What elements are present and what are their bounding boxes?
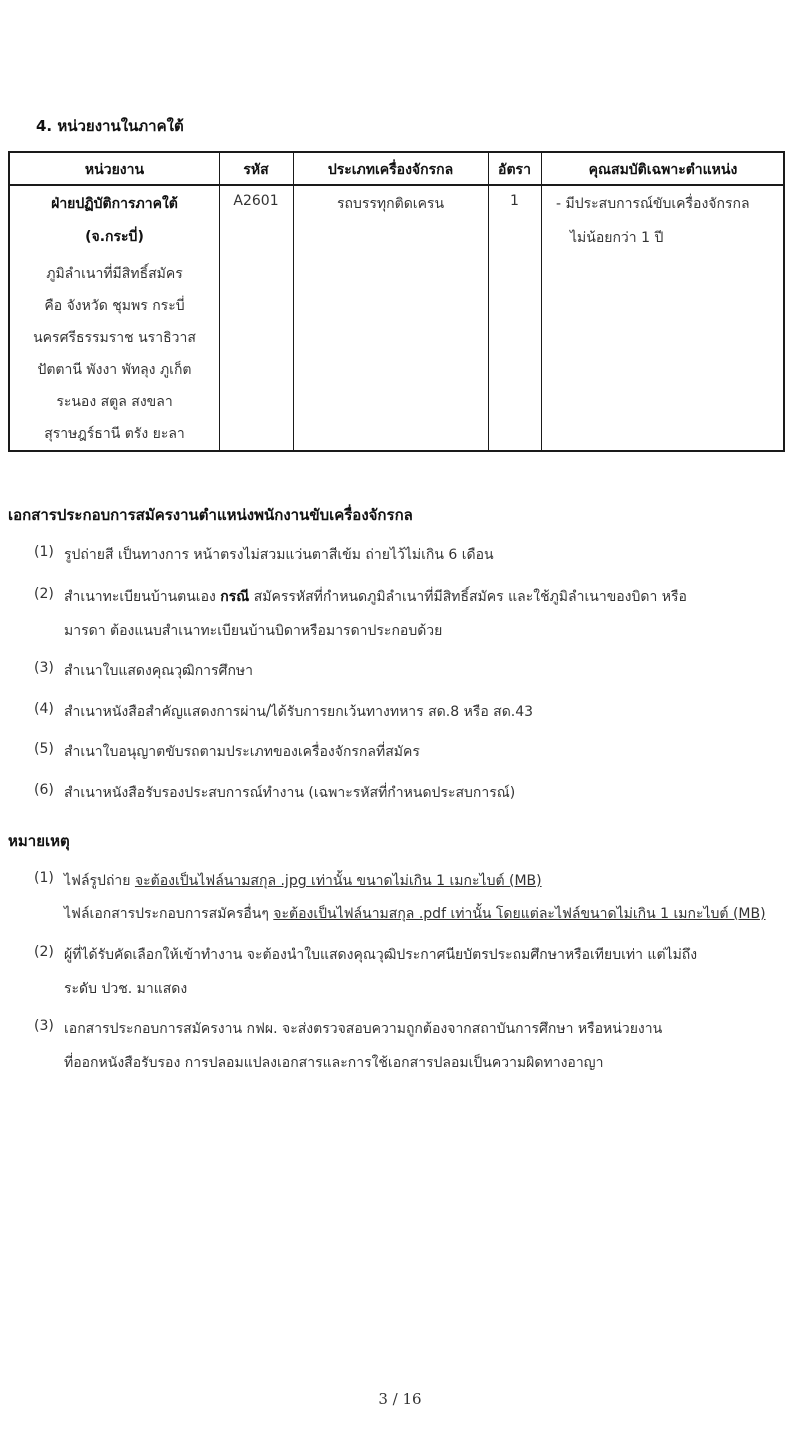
remark-item-3-cont: ที่ออกหนังสือรับรอง การปลอมแปลงเอกสารและการใช้เอกสารปลอมเป็นความผิดทางอาญา <box>64 1055 604 1071</box>
rate: 1 <box>510 193 519 209</box>
remark-item-2-cont: ระดับ ปวช. มาแสดง <box>64 981 188 997</box>
page-indicator: 3 / 16 <box>378 1390 422 1408</box>
header-rate: อัตรา <box>498 162 531 178</box>
header-divider <box>10 184 783 186</box>
positions-table <box>8 151 785 452</box>
remark-item-2: (2) ผู้ที่ได้รับคัดเลือกให้เข้าทำงาน จะต้องนำใบแสดงคุณวุฒิประกาศนียบัตรประถมศึกษาหรือเทียบเท่า แต่ไม่ถึง <box>34 944 698 963</box>
remarks-heading: หมายเหตุ <box>8 832 70 850</box>
document-item-5: (5) สำเนาใบอนุญาตขับรถตามประเภทของเครื่องจักรกลที่สมัคร <box>34 741 420 760</box>
table-row <box>10 193 219 450</box>
section-heading: 4. หน่วยงานในภาคใต้ <box>36 117 184 135</box>
document-item-1: (1) รูปถ่ายสี เป็นทางการ หน้าตรงไม่สวมแว่นตาสีเข้ม ถ่ายไว้ไม่เกิน 6 เดือน <box>34 544 494 563</box>
document-item-6: (6) สำเนาหนังสือรับรองประสบการณ์ทำงาน (เฉพาะรหัสที่กำหนดประสบการณ์) <box>34 782 516 801</box>
document-item-4: (4) สำเนาหนังสือสำคัญแสดงการผ่าน/ได้รับการยกเว้นทางทหาร สด.8 หรือ สด.43 <box>34 701 534 720</box>
emphasis-case: กรณี <box>220 589 250 605</box>
jpg-requirement: จะต้องเป็นไฟล์นามสกุล .jpg เท่านั้น ขนาดไม่เกิน 1 เมกะไบต์ (MB) <box>134 873 542 889</box>
remark-item-1-cont: ไฟล์เอกสารประกอบการสมัครอื่นๆ จะต้องเป็นไฟล์นามสกุล .pdf เท่านั้น โดยแต่ละไฟล์ขนาดไม่เกิน 1 เมกะไบต์ (MB) <box>64 906 766 922</box>
document-item-2-cont: มารดา ต้องแนบสำเนาทะเบียนบ้านบิดาหรือมารดาประกอบด้วย <box>64 623 443 639</box>
remark-item-3: (3) เอกสารประกอบการสมัครงาน กฟผ. จะส่งตรวจสอบความถูกต้องจากสถาบันการศึกษา หรือหน่วยงาน <box>34 1018 663 1037</box>
unit-name: ฝ่ายปฏิบัติการภาคใต้ <box>51 196 178 212</box>
document-item-3: (3) สำเนาใบแสดงคุณวุฒิการศึกษา <box>34 660 254 679</box>
machine-type: รถบรรทุกติดเครน <box>336 196 445 212</box>
header-unit: หน่วยงาน <box>84 162 145 178</box>
header-code: รหัส <box>243 162 269 178</box>
header-machine-type: ประเภทเครื่องจักรกล <box>327 162 454 178</box>
document-item-2: (2) สำเนาทะเบียนบ้านตนเอง กรณี สมัครรหัสที่กำหนดภูมิลำเนาที่มีสิทธิ์สมัคร และใช้ภูมิลำเนาของบิดา หรือ <box>34 586 687 605</box>
header-qualification: คุณสมบัติเฉพาะตำแหน่ง <box>588 162 738 178</box>
column-divider <box>541 153 542 450</box>
qualification: - มีประสบการณ์ขับเครื่องจักรกล ไม่น้อยกว่า 1 ปี <box>556 196 750 246</box>
position-code: A2601 <box>233 193 279 209</box>
documents-heading: เอกสารประกอบการสมัครงานตำแหน่งพนักงานขับเครื่องจักรกล <box>8 506 413 524</box>
unit-location: (จ.กระบี่) <box>85 229 144 245</box>
remark-item-1: (1) ไฟล์รูปถ่าย จะต้องเป็นไฟล์นามสกุล .jpg เท่านั้น ขนาดไม่เกิน 1 เมกะไบต์ (MB) <box>34 870 542 889</box>
pdf-requirement: จะต้องเป็นไฟล์นามสกุล .pdf เท่านั้น โดยแต่ละไฟล์ขนาดไม่เกิน 1 เมกะไบต์ (MB) <box>273 906 766 922</box>
unit-domicile: ภูมิลำเนาที่มีสิทธิ์สมัคร คือ จังหวัด ชุมพร กระบี่ นครศรีธรรมราช นราธิวาส ปัตตานี พังงา พัทลุง ภูเก็ต ระนอง สตูล สงขลา สุราษฎร์ธานี ตรัง ยะลา <box>33 266 196 442</box>
